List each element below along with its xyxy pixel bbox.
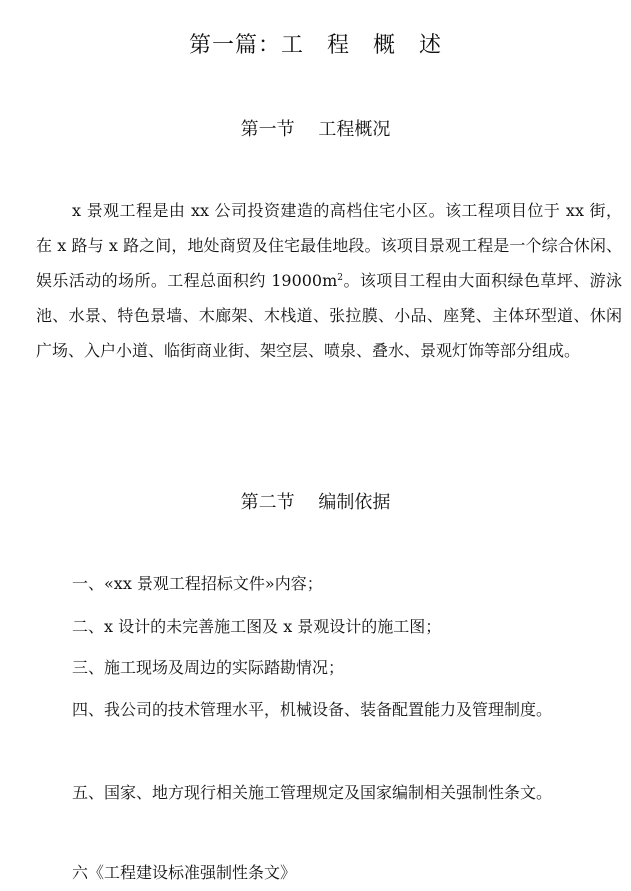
basis-item-3: 三、施工现场及周边的实际踏勘情况； xyxy=(72,658,345,677)
overview-text-part1: x 景观工程是由 xx 公司投资建造的高档住宅小区。该工程项目位于 xx 街，在 x 路与 x 路之间，地处商贸及住宅最佳地段。该项目景观工程是一个综合休闲、娱乐活动的场所。工程总面积约 19000m xyxy=(36,201,622,290)
document-title: 第一篇：工 程 概 述 xyxy=(188,33,442,58)
section-heading-basis: 第二节 编制依据 xyxy=(240,492,391,513)
overview-text-part2: 。该项目工程由大面积绿色草坪、游泳池、水景、特色景墙、木廊架、木栈道、张拉膜、小品、座凳、主体环型道、休闲广场、入户小道、临街商业街、架空层、喷泉、叠水、景观灯饰等部分组成。 xyxy=(36,271,622,360)
basis-item-5: 五、国家、地方现行相关施工管理规定及国家编制相关强制性条文。 xyxy=(72,783,553,802)
basis-item-2: 二、x 设计的未完善施工图及 x 景观设计的施工图； xyxy=(72,617,442,636)
overview-paragraph xyxy=(36,193,622,368)
basis-item-4: 四、我公司的技术管理水平，机械设备、装备配置能力及管理制度。 xyxy=(72,700,553,719)
section-heading-overview: 第一节 工程概况 xyxy=(240,119,391,140)
basis-item-1: 一、«xx 景观工程招标文件»内容； xyxy=(72,574,323,593)
area-superscript: 2 xyxy=(337,273,344,283)
basis-item-6: 六《工程建设标准强制性条文》 xyxy=(72,863,297,882)
